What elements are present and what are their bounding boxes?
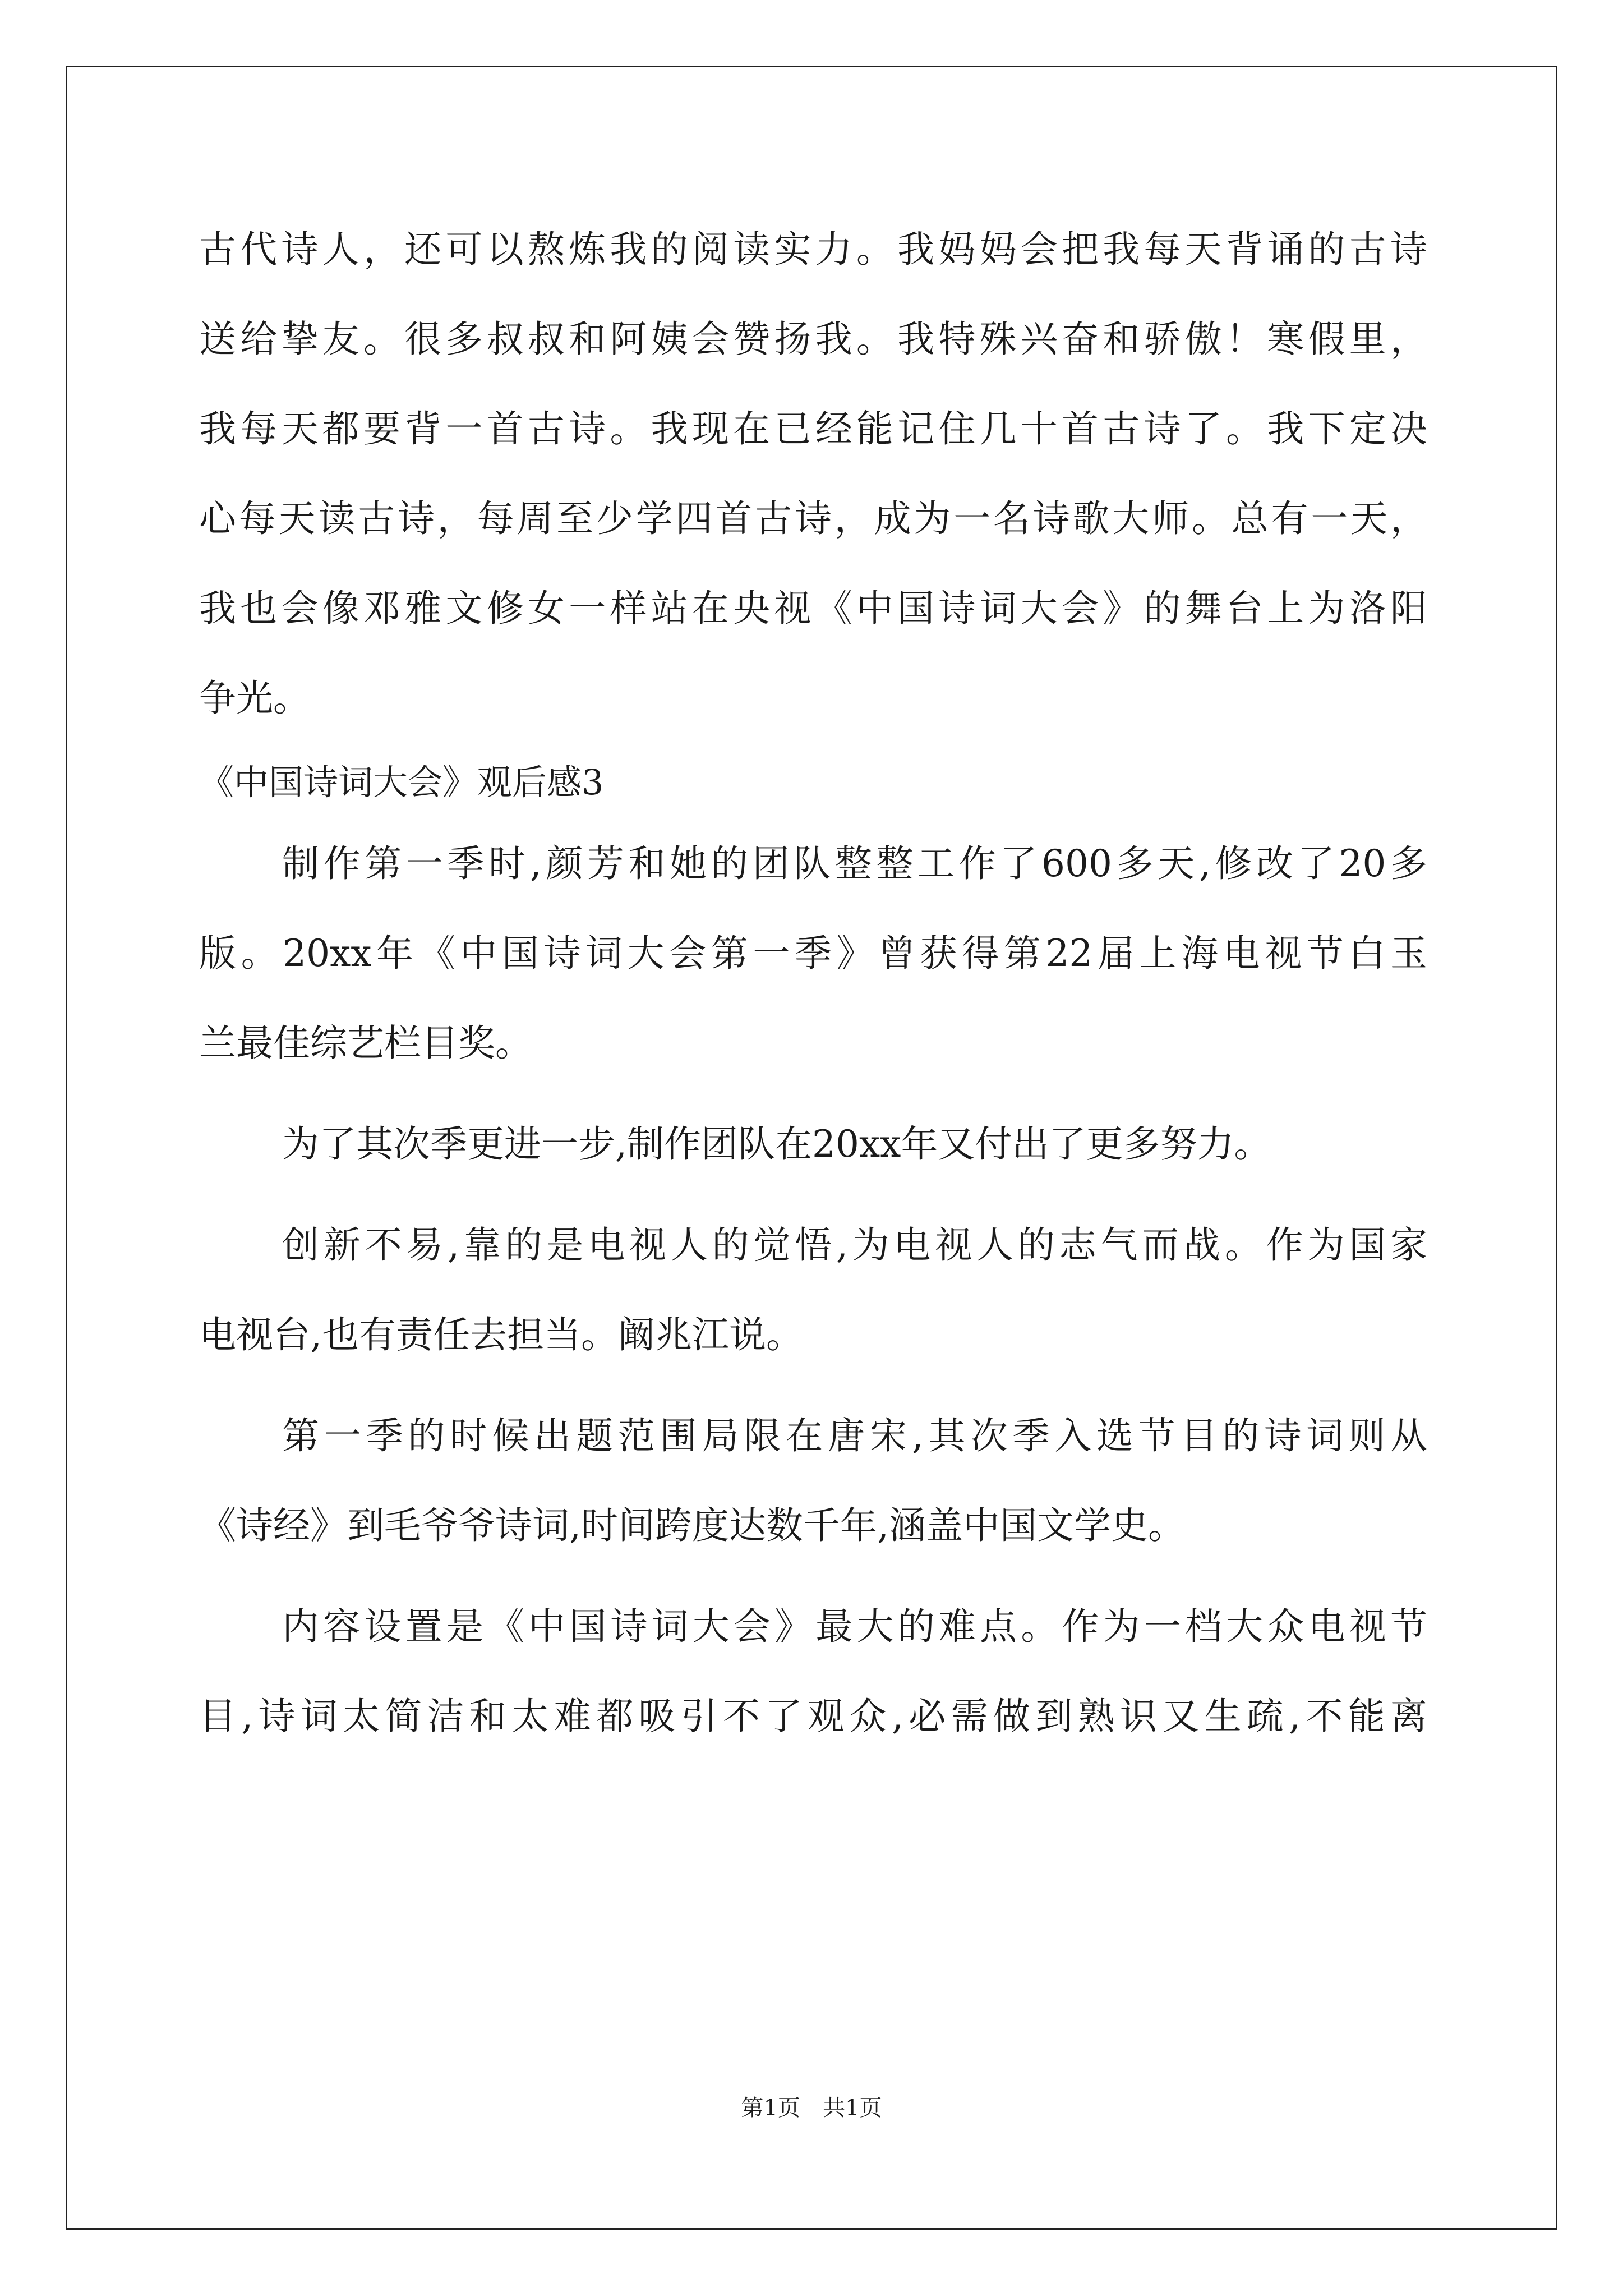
paragraph-line: 第一季的时候出题范围局限在唐宋,其次季入选节目的诗词则从 [282, 1414, 1427, 1457]
page-footer [0, 2092, 1623, 2124]
page-number: 第1页 [741, 2095, 800, 2121]
paragraph-line: 兰最佳综艺栏目奖。 [199, 1022, 532, 1065]
paragraph-line: 版。20xx年《中国诗词大会第一季》曾获得第22届上海电视节白玉 [199, 932, 1427, 975]
text-line: 古代诗人，还可以熬炼我的阅读实力。我妈妈会把我每天背诵的古诗 [199, 228, 1427, 271]
paragraph-line: 制作第一季时,颜芳和她的团队整整工作了600多天,修改了20多 [282, 842, 1427, 885]
text-line: 心每天读古诗，每周至少学四首古诗，成为一名诗歌大师。总有一天， [199, 497, 1427, 540]
text-line: 争光。 [199, 677, 310, 720]
section-heading: 《中国诗词大会》观后感3 [199, 762, 604, 803]
paragraph-line: 电视台,也有责任去担当。阚兆江说。 [199, 1313, 803, 1356]
paragraph-line: 为了其次季更进一步,制作团队在20xx年又付出了更多努力。 [282, 1122, 1271, 1166]
text-line: 送给挚友。很多叔叔和阿姨会赞扬我。我特殊兴奋和骄傲！寒假里， [199, 318, 1427, 361]
paragraph-line: 目,诗词太简洁和太难都吸引不了观众,必需做到熟识又生疏,不能离 [199, 1695, 1427, 1738]
paragraph-line: 《诗经》到毛爷爷诗词,时间跨度达数千年,涵盖中国文学史。 [199, 1504, 1185, 1547]
text-line: 我每天都要背一首古诗。我现在已经能记住几十首古诗了。我下定决 [199, 407, 1427, 450]
page-total: 共1页 [823, 2095, 882, 2121]
paragraph-line: 创新不易,靠的是电视人的觉悟,为电视人的志气而战。作为国家 [282, 1223, 1427, 1267]
paragraph-line: 内容设置是《中国诗词大会》最大的难点。作为一档大众电视节 [282, 1605, 1427, 1648]
text-line: 我也会像邓雅文修女一样站在央视《中国诗词大会》的舞台上为洛阳 [199, 587, 1427, 630]
